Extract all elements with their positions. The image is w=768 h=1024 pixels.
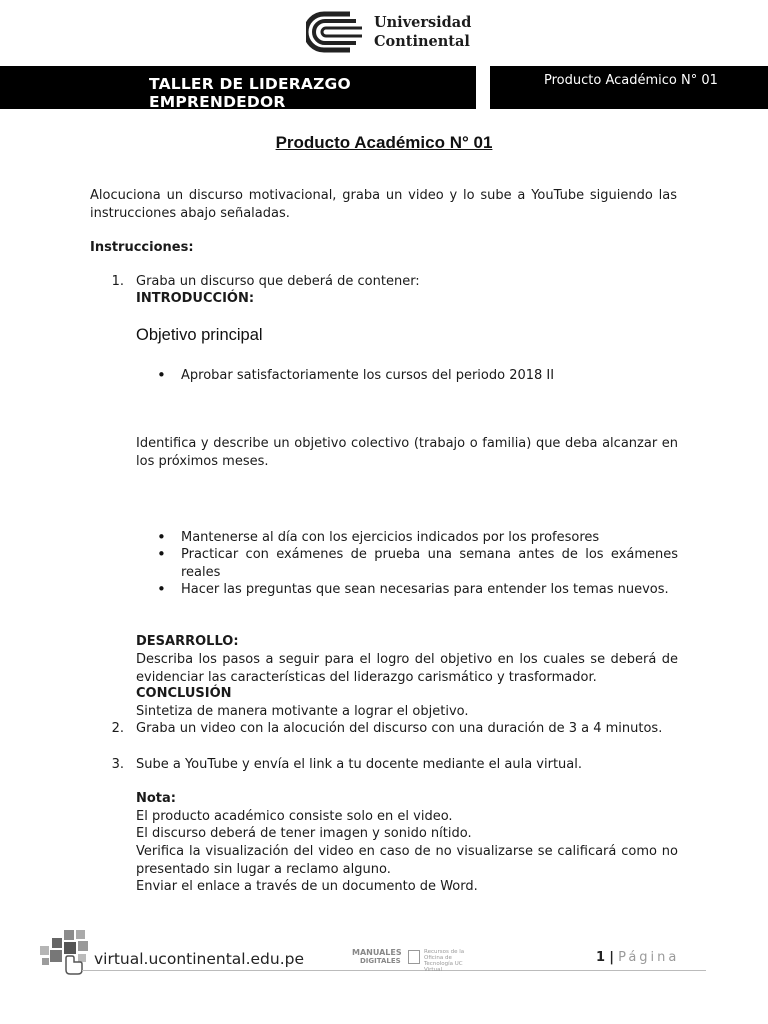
nota-line: Enviar el enlace a través de un documento de Word. bbox=[136, 879, 478, 894]
university-line2: Continental bbox=[374, 33, 470, 50]
conclusion-heading: CONCLUSIÓN bbox=[136, 686, 232, 701]
nota-heading: Nota: bbox=[136, 791, 176, 806]
page-separator: | bbox=[609, 950, 614, 965]
manuales-line1: MANUALES bbox=[352, 948, 402, 957]
list-item: Mantenerse al día con los ejercicios indicados por los profesores bbox=[181, 530, 600, 545]
item2-text: Graba un video con la alocución del discurso con una duración de 3 a 4 minutos. bbox=[136, 721, 663, 736]
item2-number: 2. bbox=[111, 721, 124, 736]
instructions-heading: Instrucciones: bbox=[90, 240, 194, 255]
nota-line: El producto académico consiste solo en el video. bbox=[136, 809, 453, 824]
recursos-text: Recursos de la Oficina de Tecnología UC Virtual bbox=[424, 949, 465, 973]
objetivo-heading: Objetivo principal bbox=[136, 326, 263, 344]
continental-logo-icon bbox=[306, 10, 366, 54]
desarrollo-text: Describa los pasos a seguir para el logro del objetivo en los cuales se deberá de evidenciar las características del liderazgo carismático y trasformador. bbox=[136, 652, 678, 685]
bullet-icon: • bbox=[157, 545, 166, 563]
objetivo-bullet: Aprobar satisfactoriamente los cursos del periodo 2018 II bbox=[181, 368, 555, 383]
desarrollo-heading: DESARROLLO: bbox=[136, 634, 239, 649]
bullet-icon: • bbox=[157, 528, 166, 546]
footer-url[interactable]: virtual.ucontinental.edu.pe bbox=[94, 950, 305, 968]
course-title-bar bbox=[0, 66, 476, 109]
manuales-line2: DIGITALES bbox=[360, 957, 401, 965]
intro-paragraph: Alocuciona un discurso motivacional, graba un video y lo sube a YouTube siguiendo las instrucciones abajo señaladas. bbox=[90, 188, 677, 221]
touch-pixel-icon bbox=[38, 928, 92, 976]
university-name bbox=[374, 13, 471, 51]
product-label-bar bbox=[490, 66, 768, 109]
manuales-digitales-logo bbox=[352, 948, 482, 973]
university-logo bbox=[306, 10, 476, 54]
list-item: Practicar con exámenes de prueba una semana antes de los exámenes reales bbox=[181, 547, 678, 580]
list-item: Hacer las preguntas que sean necesarias para entender los temas nuevos. bbox=[181, 582, 669, 597]
bullet-icon: • bbox=[157, 580, 166, 598]
item3-number: 3. bbox=[111, 757, 124, 772]
manuales-frame-icon bbox=[408, 950, 420, 964]
page-title: Producto Académico N° 01 bbox=[275, 133, 493, 152]
introduccion-heading: INTRODUCCIÓN: bbox=[136, 291, 255, 306]
item1-text: Graba un discurso que deberá de contener: bbox=[136, 274, 420, 289]
product-label: Producto Académico N° 01 bbox=[544, 73, 718, 88]
university-line1: Universidad bbox=[374, 14, 472, 31]
nota-line: Verifica la visualización del video en caso de no visualizarse se calificará como no presentado sin lugar a reclamo alguno. bbox=[136, 844, 678, 877]
conclusion-text: Sintetiza de manera motivante a lograr el objetivo. bbox=[136, 704, 469, 719]
item3-text: Sube a YouTube y envía el link a tu docente mediante el aula virtual. bbox=[136, 757, 582, 772]
page-indicator bbox=[596, 950, 679, 965]
course-title: TALLER DE LIDERAZGO EMPRENDEDOR bbox=[149, 75, 351, 111]
page-word: Página bbox=[618, 950, 680, 965]
identifica-paragraph: Identifica y describe un objetivo colectivo (trabajo o familia) que deba alcanzar en los próximos meses. bbox=[136, 436, 678, 469]
footer-divider bbox=[82, 970, 706, 971]
nota-line: El discurso deberá de tener imagen y sonido nítido. bbox=[136, 826, 472, 841]
item1-number: 1. bbox=[111, 274, 124, 289]
bullet-icon: • bbox=[157, 366, 166, 384]
page-number: 1 bbox=[596, 950, 606, 965]
